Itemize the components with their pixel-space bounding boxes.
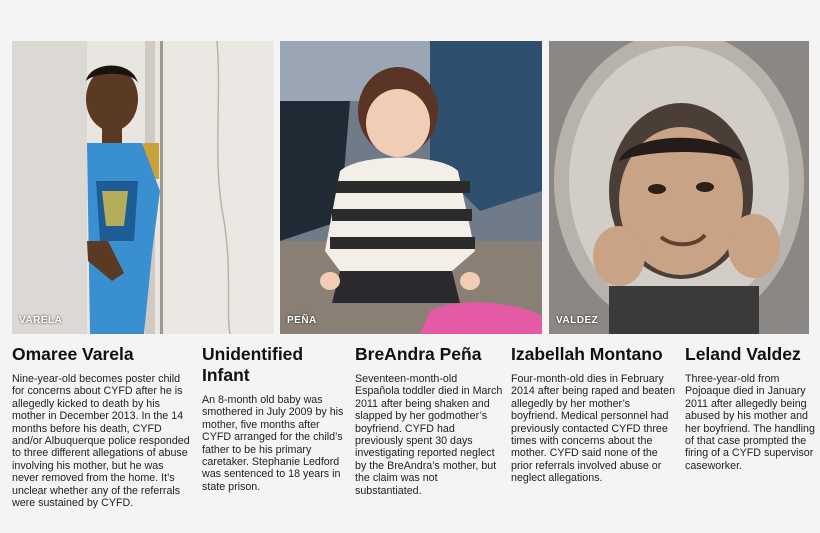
photo-varela-image — [12, 41, 274, 334]
photo-caption: VALDEZ — [556, 315, 599, 326]
story-title: Omaree Varela — [12, 344, 134, 364]
photo-pena — [280, 41, 542, 334]
story-body: Four-month-old dies in February 2014 after being raped and beaten allegedly by her mother’s boyfriend. Medical personnel had previously contacted CYFD three times with concerns about the mother. CYFD said none of the prior referrals involved abuse or neglect allegations. — [511, 373, 676, 485]
photo-caption: VARELA — [19, 315, 63, 326]
photo-varela — [12, 41, 274, 334]
story-body: Nine-year-old becomes poster child for concerns about CYFD after he is allegedly kicked to death by his mother in December 2013. In the 14 months before his death, CYFD and/or Albuquerque police responded to three different allegations of abuse involving his mother, but he was never removed from the home. It’s unclear whether any of the referrals were sustained by CYFD. — [12, 373, 190, 510]
story-column-pena — [355, 344, 503, 497]
photo-pena-image — [280, 41, 542, 334]
story-column-valdez — [685, 344, 815, 472]
story-title: Leland Valdez — [685, 344, 801, 364]
story-title: Izabellah Montano — [511, 344, 663, 364]
story-body: Three-year-old from Pojoaque died in January 2011 after allegedly being abused by his mother and her boyfriend. The handling of that case prompted the firing of a CYFD supervisor caseworker. — [685, 373, 815, 472]
photo-valdez-image — [549, 41, 809, 334]
photo-valdez — [549, 41, 809, 334]
story-column-montano — [511, 344, 676, 485]
story-column-varela — [12, 344, 192, 509]
photo-caption: PEÑA — [287, 315, 317, 326]
story-body: An 8-month old baby was smothered in July 2009 by his mother, five months after CYFD arranged for the child’s father to be his primary caretaker. Stephanie Ledford was sentenced to 18 years in state prison. — [202, 394, 344, 493]
story-column-unidentified-infant — [202, 344, 347, 493]
story-body: Seventeen-month-old Española toddler died in March 2011 after being shaken and slapped by her godmother’s boyfriend. CYFD had previously spent 30 days investigating reported neglect by the BreAndra’s mother, but the claim was not substantiated. — [355, 373, 503, 497]
story-title: Unidentified Infant — [202, 344, 304, 385]
story-title: BreAndra Peña — [355, 344, 482, 364]
